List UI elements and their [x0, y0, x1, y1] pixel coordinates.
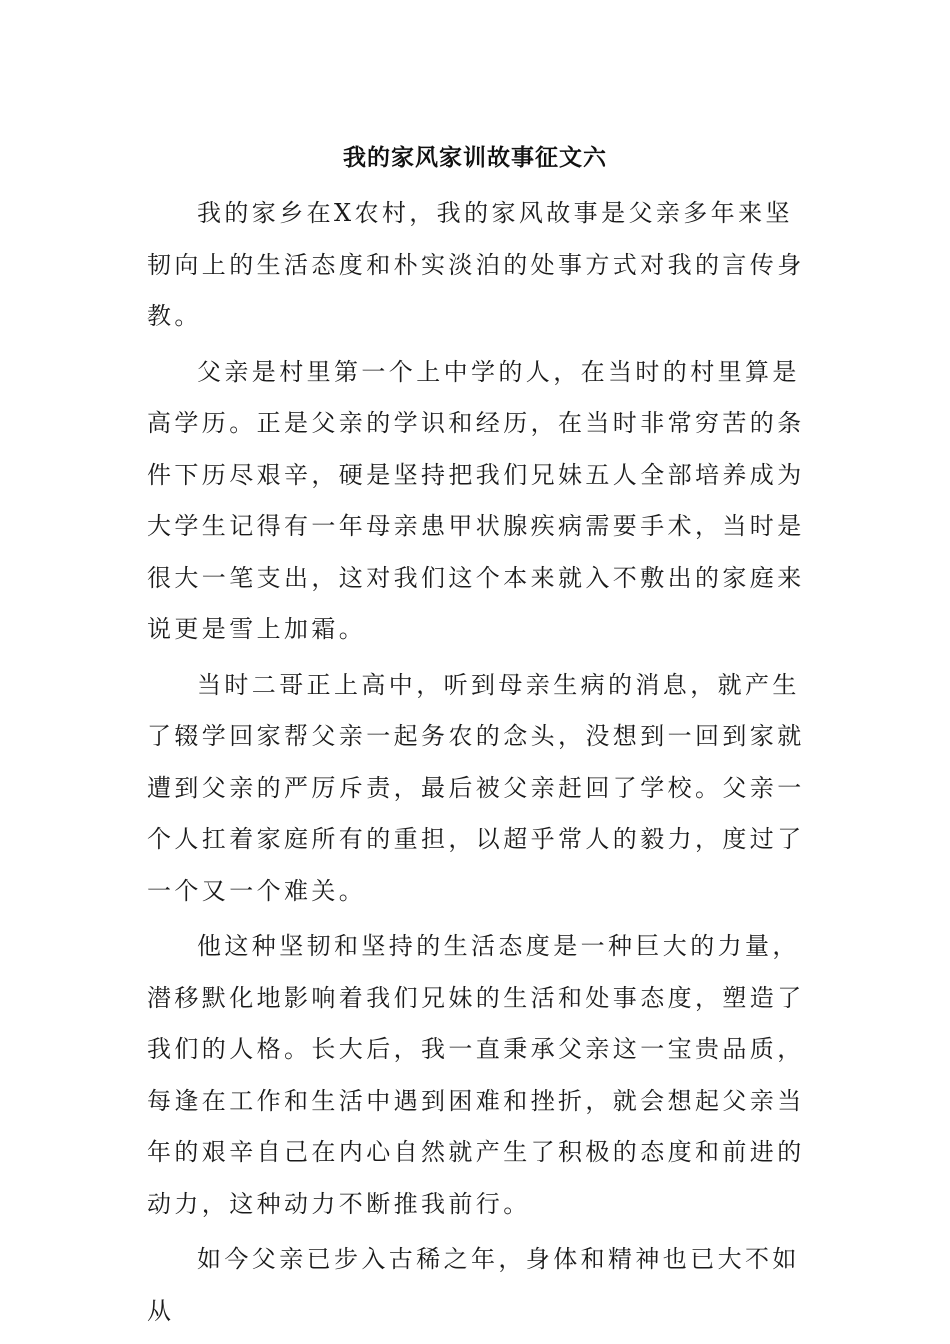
- paragraph-1: 我的家乡在X农村，我的家风故事是父亲多年来坚韧向上的生活态度和朴实淡泊的处事方式对我的言传身教。: [147, 199, 805, 330]
- paragraph-4: 他这种坚韧和坚持的生活态度是一种巨大的力量，潜移默化地影响着我们兄妹的生活和处事态度，塑造了我们的人格。长大后，我一直秉承父亲这一宝贵品质，每逢在工作和生活中遇到困难和挫折，就会想起父亲当年的艰辛自己在内心自然就产生了积极的态度和前进的动力，这种动力不断推我前行。: [147, 932, 805, 1218]
- document-body: [147, 188, 807, 1341]
- paragraph-5: 如今父亲已步入古稀之年，身体和精神也已大不如从: [147, 1245, 800, 1325]
- paragraph-3: 当时二哥正上高中，听到母亲生病的消息，就产生了辍学回家帮父亲一起务农的念头，没想到一回到家就遭到父亲的严厉斥责，最后被父亲赶回了学校。父亲一个人扛着家庭所有的重担，以超乎常人的毅力，度过了一个又一个难关。: [147, 670, 805, 905]
- paragraph-2: 父亲是村里第一个上中学的人，在当时的村里算是高学历。正是父亲的学识和经历，在当时非常穷苦的条件下历尽艰辛，硬是坚持把我们兄妹五人全部培养成为大学生记得有一年母亲患甲状腺疾病需要手术，当时是很大一笔支出，这对我们这个本来就入不敷出的家庭来说更是雪上加霜。: [147, 357, 805, 643]
- document-title: 我的家风家训故事征文六: [343, 145, 607, 171]
